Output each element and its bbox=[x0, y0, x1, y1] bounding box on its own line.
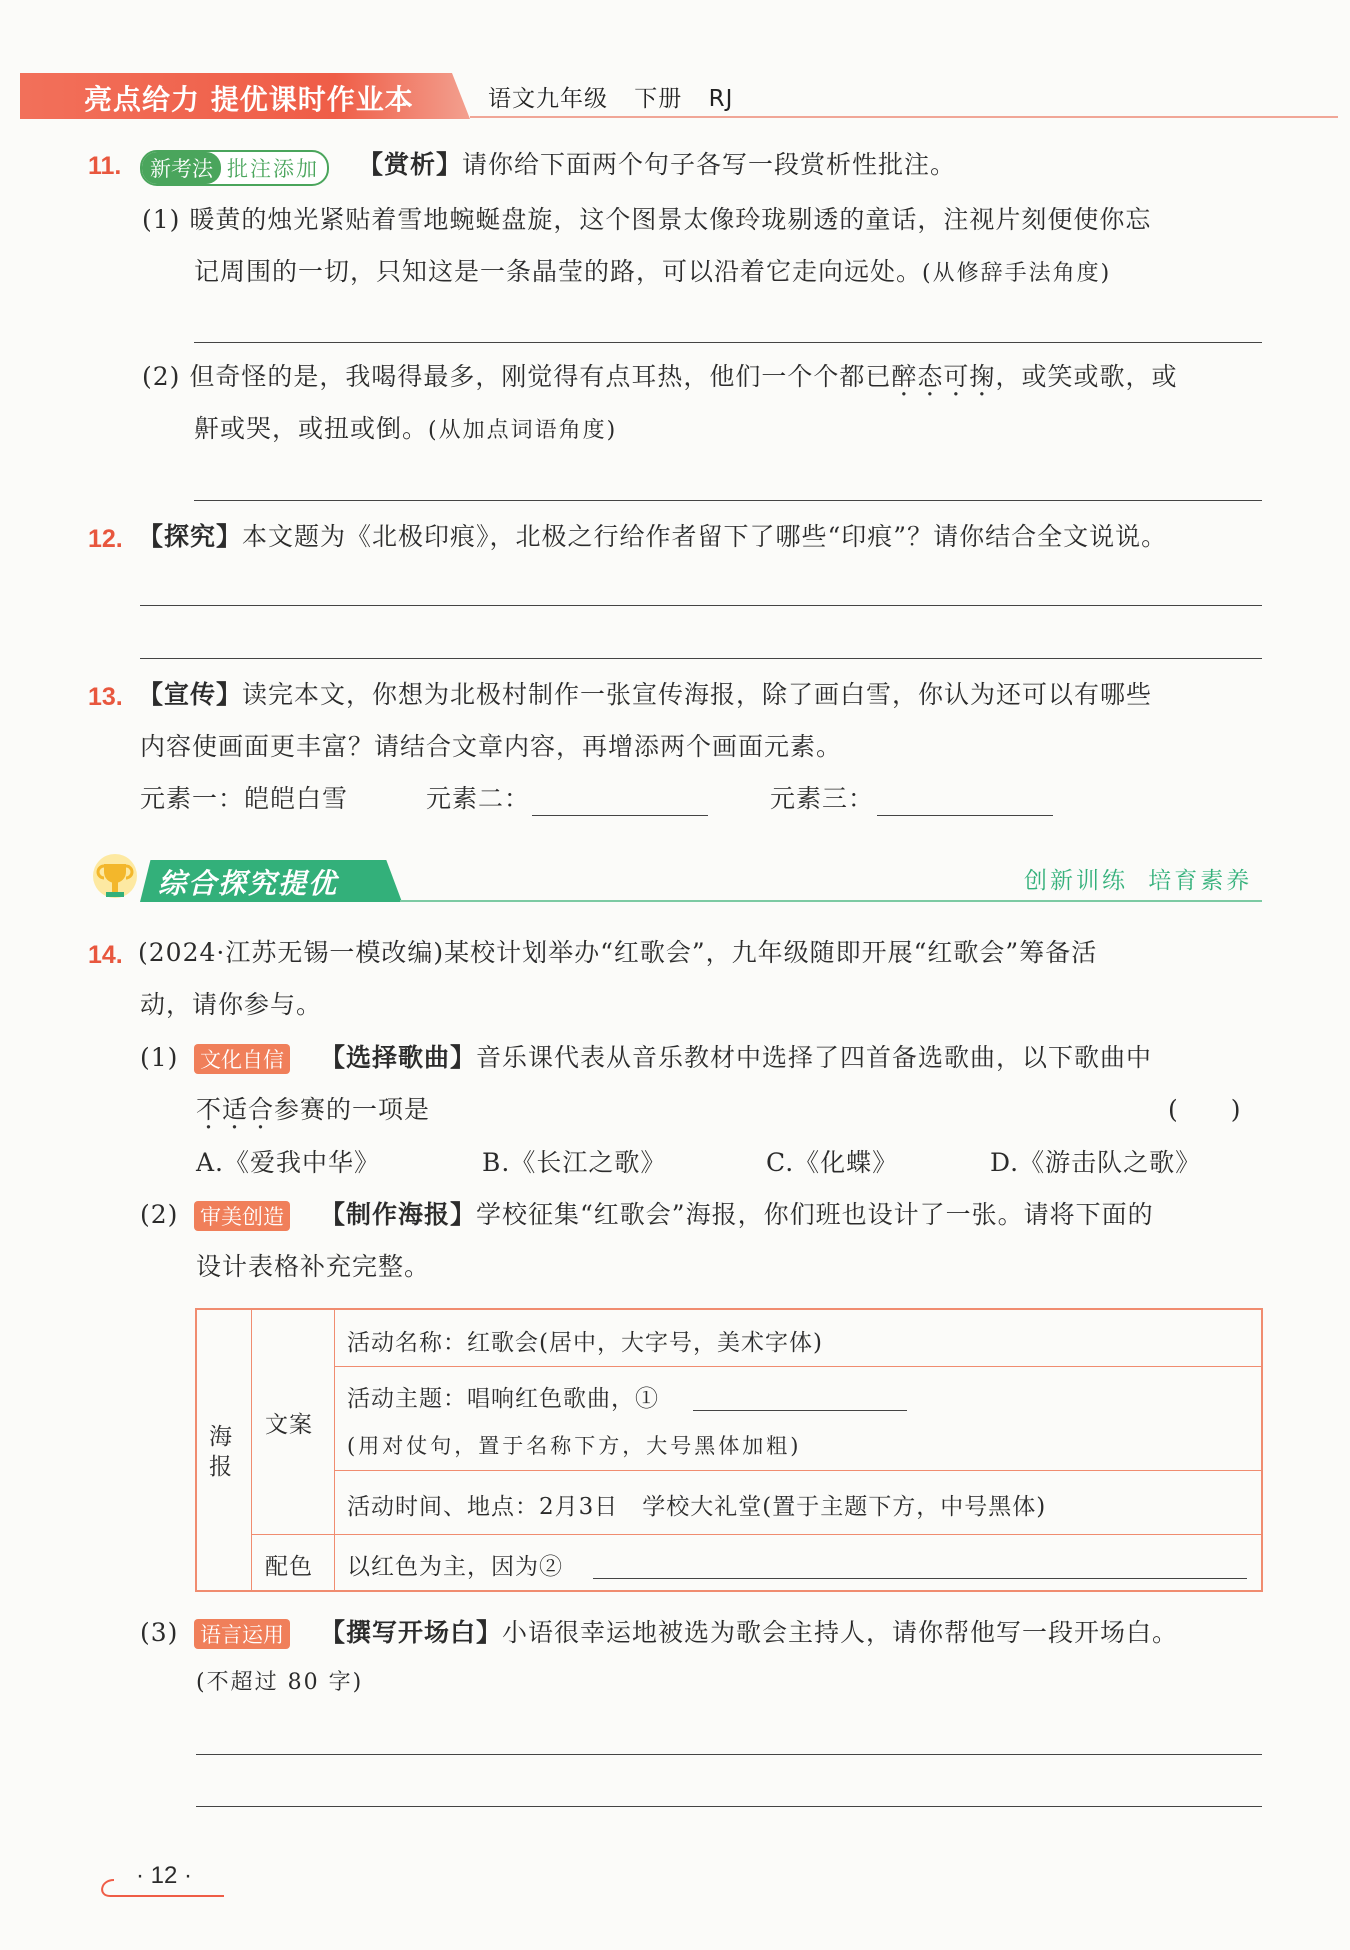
q14-p2-stem bbox=[320, 1200, 1154, 1230]
q12-bracket: 【探究】 bbox=[138, 522, 243, 551]
q13-line1-text: 读完本文，你想为北极村制作一张宣传海报，除了画白雪，你认为还可以有哪些 bbox=[242, 680, 1153, 709]
q14-p3-number: (3) bbox=[140, 1618, 179, 1647]
q14-p1-line2-text: 参赛的一项是 bbox=[274, 1095, 431, 1124]
option-c[interactable]: C.《化蝶》 bbox=[766, 1148, 899, 1177]
q14-p1-stem-text: 音乐课代表从音乐教材中选择了四首备选歌曲，以下歌曲中 bbox=[476, 1043, 1153, 1072]
table-divider bbox=[334, 1310, 335, 1590]
q14-line2: 动，请你参与。 bbox=[140, 990, 323, 1019]
answer-line[interactable] bbox=[196, 1754, 1262, 1755]
q11-number: 11. bbox=[88, 152, 122, 180]
dotted-char: 合 bbox=[248, 1095, 275, 1124]
page-number: · 12 · bbox=[136, 1862, 193, 1889]
annotation-label: 批注添加 bbox=[227, 157, 319, 181]
table-divider bbox=[334, 1470, 1261, 1471]
q13-line2: 内容使画面更丰富？请结合文章内容，再增添两个画面元素。 bbox=[140, 732, 843, 761]
q12-stem-text: 本文题为《北极印痕》，北极之行给作者留下了哪些“印痕”？请你结合全文说说。 bbox=[242, 522, 1168, 551]
answer-line[interactable] bbox=[194, 500, 1262, 501]
dotted-char: 态 bbox=[917, 362, 944, 391]
aesthetic-tag: 审美创造 bbox=[194, 1201, 290, 1231]
header-rule bbox=[470, 116, 1338, 118]
poster-header: 海报 bbox=[209, 1424, 233, 1480]
q11-s2-hint: (从加点词语角度) bbox=[428, 418, 618, 443]
dotted-char: 不 bbox=[196, 1095, 223, 1124]
answer-line[interactable] bbox=[140, 605, 1262, 606]
q14-p2-line2: 设计表格补充完整。 bbox=[196, 1252, 431, 1281]
answer-line[interactable] bbox=[196, 1806, 1262, 1807]
table-divider bbox=[334, 1366, 1261, 1367]
activity-theme: 活动主题：唱响红色歌曲，① bbox=[347, 1386, 659, 1412]
option-d[interactable]: D.《游击队之歌》 bbox=[990, 1148, 1202, 1177]
q11-s2-text: 鼾或哭，或扭或倒。 bbox=[194, 414, 429, 443]
q14-number: 14. bbox=[88, 941, 123, 969]
q13-line1 bbox=[138, 680, 1152, 710]
section-slogan: 创新训练 培育素养 bbox=[1024, 868, 1253, 894]
dotted-char: 可 bbox=[943, 362, 970, 391]
element-two-field[interactable] bbox=[532, 815, 708, 816]
activity-time-place: 活动时间、地点：2月3日 学校大礼堂(置于主题下方，中号黑体) bbox=[347, 1494, 1047, 1520]
q11-s1-line2 bbox=[194, 257, 1111, 287]
trophy-icon bbox=[88, 852, 142, 908]
q14-p3-stem bbox=[320, 1618, 1178, 1648]
color-blank-2[interactable] bbox=[593, 1578, 1247, 1579]
color-reason: 以红色为主，因为② bbox=[347, 1554, 563, 1580]
element-three-field[interactable] bbox=[877, 815, 1053, 816]
element-three-label: 元素三： bbox=[770, 784, 875, 813]
q14-p1-stem bbox=[320, 1043, 1152, 1073]
q14-p2-stem-text: 学校征集“红歌会”海报，你们班也设计了一张。请将下面的 bbox=[476, 1200, 1154, 1229]
subject-label: 语文九年级 下册 RJ bbox=[488, 86, 734, 112]
answer-line[interactable] bbox=[194, 342, 1262, 343]
q13-number: 13. bbox=[88, 683, 123, 711]
option-a[interactable]: A.《爱我中华》 bbox=[196, 1148, 381, 1177]
dotted-char: 掬 bbox=[969, 362, 996, 391]
section-rule bbox=[400, 900, 1262, 902]
q14-p1-line2 bbox=[196, 1095, 430, 1125]
q12-number: 12. bbox=[88, 525, 123, 553]
q11-s2-line1 bbox=[142, 362, 1177, 392]
q12-stem bbox=[138, 522, 1167, 552]
q11-bracket: 【赏析】 bbox=[358, 150, 463, 179]
table-divider bbox=[251, 1310, 252, 1590]
element-two-label: 元素二： bbox=[426, 784, 531, 813]
answer-paren[interactable]: ( ) bbox=[1168, 1095, 1242, 1124]
activity-name: 活动名称：红歌会(居中，大字号，美术字体) bbox=[347, 1330, 823, 1356]
dotted-char: 醉 bbox=[891, 362, 918, 391]
q14-p2-bracket: 【制作海报】 bbox=[320, 1200, 477, 1229]
q14-p1-bracket: 【选择歌曲】 bbox=[320, 1043, 477, 1072]
language-tag: 语言运用 bbox=[194, 1619, 290, 1649]
q14-p1-number: (1) bbox=[140, 1043, 179, 1072]
q11-s1-line1: (1) 暖黄的烛光紧贴着雪地蜿蜒盘旋，这个图景太像玲珑剔透的童话，注视片刻便使你忘 bbox=[142, 205, 1152, 234]
section-title: 综合探究提优 bbox=[158, 867, 339, 900]
q14-line1: (2024·江苏无锡一模改编)某校计划举办“红歌会”，九年级随即开展“红歌会”筹备活 bbox=[138, 938, 1098, 967]
series-title: 亮点给力 提优课时作业本 bbox=[84, 83, 414, 116]
copy-header: 文案 bbox=[265, 1412, 313, 1438]
color-header: 配色 bbox=[265, 1554, 313, 1580]
q14-p3-bracket: 【撰写开场白】 bbox=[320, 1618, 503, 1647]
q11-s2-text-b: ，或笑或歌，或 bbox=[995, 362, 1178, 391]
option-b[interactable]: B.《长江之歌》 bbox=[482, 1148, 667, 1177]
q14-p3-limit: (不超过 80 字) bbox=[196, 1670, 364, 1695]
q14-p2-number: (2) bbox=[140, 1200, 179, 1229]
theme-requirement: (用对仗句，置于名称下方，大号黑体加粗) bbox=[347, 1434, 802, 1458]
dotted-char: 适 bbox=[222, 1095, 249, 1124]
q11-s2-text-a: (2) 但奇怪的是，我喝得最多，刚觉得有点耳热，他们一个个都已 bbox=[142, 362, 892, 391]
theme-blank-1[interactable] bbox=[693, 1410, 907, 1411]
new-method-label: 新考法 bbox=[142, 152, 221, 184]
poster-design-table bbox=[195, 1308, 1263, 1592]
q13-bracket: 【宣传】 bbox=[138, 680, 243, 709]
culture-tag: 文化自信 bbox=[194, 1044, 290, 1074]
answer-line[interactable] bbox=[140, 658, 1262, 659]
q11-s1-hint: (从修辞手法角度) bbox=[922, 261, 1112, 286]
new-method-tag bbox=[140, 150, 329, 186]
element-one: 元素一：皑皑白雪 bbox=[140, 784, 349, 813]
q14-p3-stem-text: 小语很幸运地被选为歌会主持人，请你帮他写一段开场白。 bbox=[502, 1618, 1179, 1647]
q11-s1-text: 记周围的一切，只知这是一条晶莹的路，可以沿着它走向远处。 bbox=[194, 257, 923, 286]
q11-stem-text: 请你给下面两个句子各写一段赏析性批注。 bbox=[462, 150, 957, 179]
table-divider bbox=[251, 1534, 1261, 1535]
q11-stem bbox=[358, 150, 956, 180]
q11-s2-line2 bbox=[194, 414, 617, 444]
